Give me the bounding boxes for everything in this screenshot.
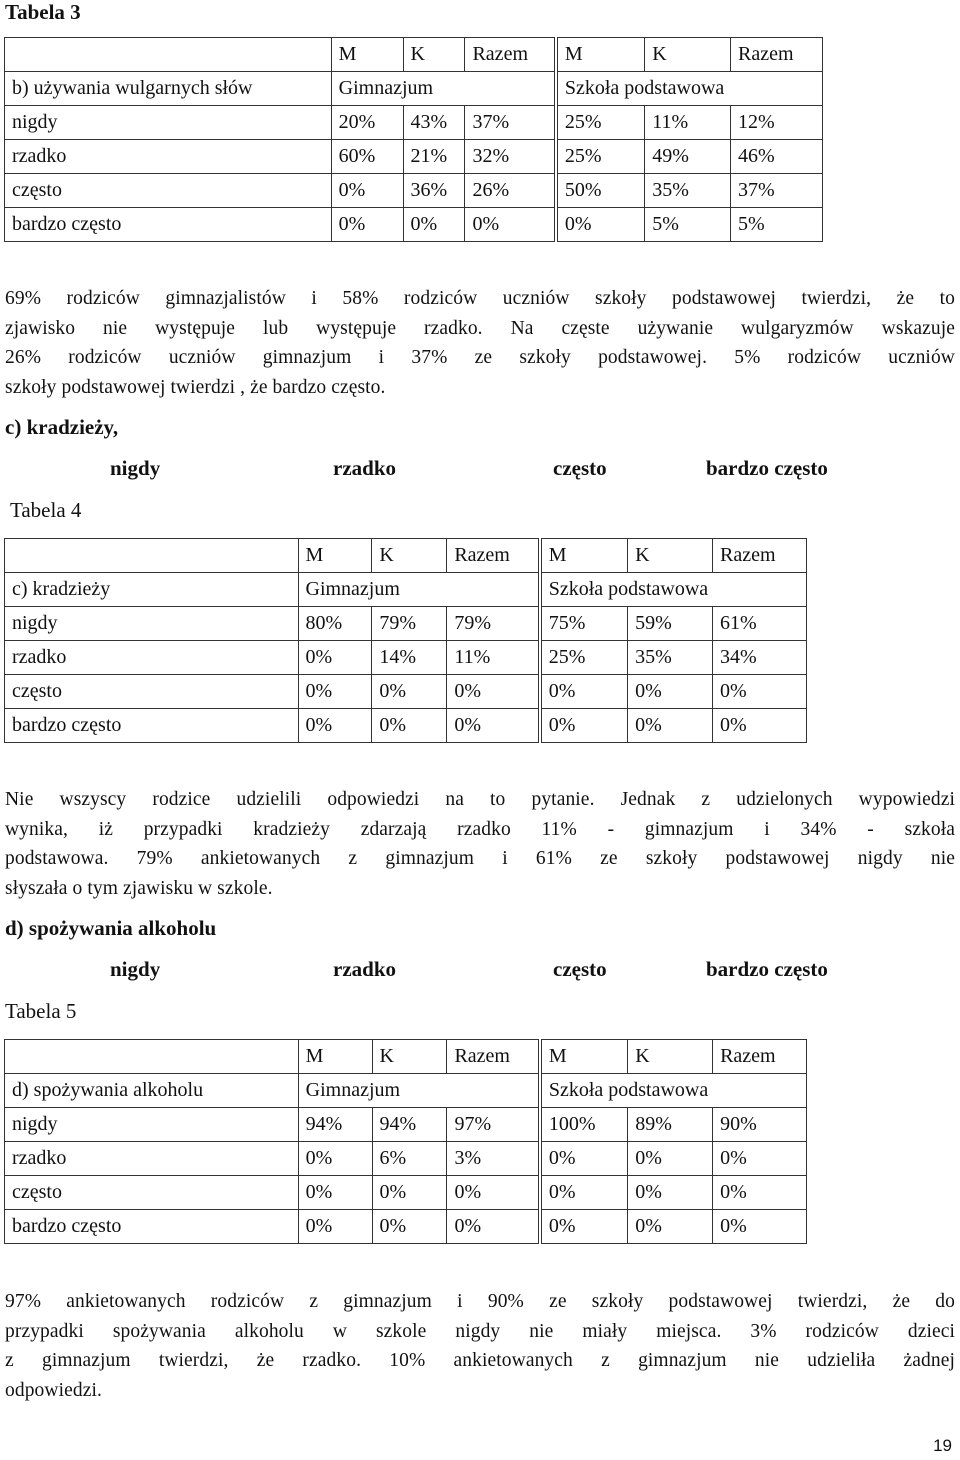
- table-cell: 0%: [628, 1142, 713, 1176]
- table-cell: 35%: [645, 174, 731, 208]
- row-label: bardzo często: [5, 709, 299, 743]
- table-cell: 0%: [298, 675, 372, 709]
- page-number: 19: [933, 1436, 952, 1455]
- table-cell: 11%: [447, 641, 540, 675]
- table-cell: 26%: [465, 174, 556, 208]
- category-label: rzadko: [333, 456, 396, 480]
- table-cell: 36%: [403, 174, 465, 208]
- row-label: często: [5, 675, 299, 709]
- section-d-heading: d) spożywania alkoholu: [5, 916, 217, 940]
- row-label: nigdy: [5, 607, 299, 641]
- header-cell: Razem: [465, 38, 556, 72]
- header-cell: Razem: [713, 539, 807, 573]
- table-cell: 97%: [447, 1108, 540, 1142]
- table-row: [5, 106, 823, 140]
- header-cell: Razem: [447, 539, 540, 573]
- table-cell: 14%: [372, 641, 447, 675]
- table-cell: 0%: [713, 1142, 807, 1176]
- table-row: [5, 1142, 807, 1176]
- header-cell: M: [540, 1040, 628, 1074]
- table-cell: 80%: [298, 607, 372, 641]
- table-cell: 21%: [403, 140, 465, 174]
- header-cell: Razem: [731, 38, 823, 72]
- table-cell: 0%: [298, 1210, 372, 1244]
- table-cell: 0%: [540, 709, 628, 743]
- group-gimnazjum: Gimnazjum: [298, 1074, 540, 1108]
- table-cell: 0%: [713, 675, 807, 709]
- table-row: [5, 607, 807, 641]
- text-line: Nie wszyscy rodzice udzielili odpowiedzi na to pytanie. Jednak z udzielonych wypowiedzi: [5, 789, 955, 810]
- table-cell: 0%: [298, 709, 372, 743]
- table-cell: 61%: [713, 607, 807, 641]
- table-cell: 89%: [628, 1108, 713, 1142]
- text-line: przypadki spożywania alkoholu w szkole nigdy nie miały miejsca. 3% rodziców dzieci: [5, 1320, 955, 1342]
- text-line: 97% ankietowanych rodziców z gimnazjum i 90% ze szkoły podstawowej twierdzi, że do: [5, 1291, 955, 1312]
- table-cell: 0%: [628, 1210, 713, 1244]
- table-row: [5, 140, 823, 174]
- text-line: 69% rodziców gimnazjalistów i 58% rodziców uczniów szkoły podstawowej twierdzi, że to: [5, 288, 955, 309]
- row-label: rzadko: [5, 641, 299, 675]
- table-row: [5, 1210, 807, 1244]
- header-cell: M: [298, 539, 372, 573]
- category-label: często: [553, 957, 607, 981]
- row-label: nigdy: [5, 106, 332, 140]
- header-cell: K: [372, 539, 447, 573]
- table-cell: 0%: [540, 1210, 628, 1244]
- table-cell: 94%: [372, 1108, 447, 1142]
- table-cell: 0%: [628, 675, 713, 709]
- table-row: [5, 641, 807, 675]
- row-label: bardzo często: [5, 1210, 299, 1244]
- row-label: c) kradzieży: [5, 573, 299, 607]
- header-cell: M: [331, 38, 403, 72]
- group-szkola-podstawowa: Szkoła podstawowa: [556, 72, 823, 106]
- row-label: bardzo często: [5, 208, 332, 242]
- row-label: nigdy: [5, 1108, 299, 1142]
- table-cell: 0%: [713, 1210, 807, 1244]
- table-cell: 90%: [713, 1108, 807, 1142]
- table-row: [5, 174, 823, 208]
- table-cell: 37%: [465, 106, 556, 140]
- table-cell: 25%: [556, 106, 645, 140]
- header-cell: K: [403, 38, 465, 72]
- table-cell: 0%: [713, 709, 807, 743]
- group-szkola-podstawowa: Szkoła podstawowa: [540, 573, 807, 607]
- table-cell: 79%: [447, 607, 540, 641]
- table-5-corner: [5, 1040, 299, 1074]
- table-cell: 0%: [540, 675, 628, 709]
- table-cell: 0%: [447, 1176, 540, 1210]
- table-4-label: Tabela 4: [10, 498, 82, 522]
- table-cell: 0%: [540, 1176, 628, 1210]
- category-label: rzadko: [333, 957, 396, 981]
- table-row: [5, 1108, 807, 1142]
- table-cell: 12%: [731, 106, 823, 140]
- text-line: zjawisko nie występuje lub występuje rzadko. Na częste używanie wulgaryzmów wskazuje: [5, 317, 955, 339]
- table-cell: 94%: [298, 1108, 372, 1142]
- row-label: d) spożywania alkoholu: [5, 1074, 299, 1108]
- table-cell: 43%: [403, 106, 465, 140]
- table-cell: 11%: [645, 106, 731, 140]
- table-cell: 0%: [540, 1142, 628, 1176]
- table-cell: 0%: [713, 1176, 807, 1210]
- paragraph-3: [5, 1287, 955, 1405]
- category-row: [0, 456, 960, 486]
- header-cell: K: [372, 1040, 447, 1074]
- text-line: odpowiedzi.: [5, 1379, 102, 1401]
- category-row: [0, 957, 960, 987]
- table-cell: 5%: [731, 208, 823, 242]
- table-cell: 59%: [628, 607, 713, 641]
- table-4: [4, 538, 807, 743]
- header-cell: M: [556, 38, 645, 72]
- table-cell: 34%: [713, 641, 807, 675]
- group-gimnazjum: Gimnazjum: [331, 72, 556, 106]
- row-label: często: [5, 174, 332, 208]
- paragraph-1: [5, 284, 955, 402]
- category-label: bardzo często: [706, 456, 828, 480]
- table-cell: 37%: [731, 174, 823, 208]
- row-label: rzadko: [5, 1142, 299, 1176]
- paragraph-2: [5, 785, 955, 903]
- table-cell: 3%: [447, 1142, 540, 1176]
- table-cell: 25%: [556, 140, 645, 174]
- table-cell: 0%: [372, 675, 447, 709]
- table-3-corner: [5, 38, 332, 72]
- table-cell: 32%: [465, 140, 556, 174]
- table-cell: 25%: [540, 641, 628, 675]
- table-cell: 5%: [645, 208, 731, 242]
- table-cell: 0%: [372, 1210, 447, 1244]
- text-line: 26% rodziców uczniów gimnazjum i 37% ze szkoły podstawowej. 5% rodziców uczniów: [5, 347, 955, 368]
- table-cell: 60%: [331, 140, 403, 174]
- table-cell: 0%: [298, 1142, 372, 1176]
- table-cell: 75%: [540, 607, 628, 641]
- table-4-corner: [5, 539, 299, 573]
- header-cell: Razem: [713, 1040, 807, 1074]
- row-label: b) używania wulgarnych słów: [5, 72, 332, 106]
- table-cell: 100%: [540, 1108, 628, 1142]
- text-line: słyszała o tym zjawisku w szkole.: [5, 877, 273, 899]
- table-cell: 0%: [403, 208, 465, 242]
- table-3-title: Tabela 3: [5, 0, 81, 24]
- group-szkola-podstawowa: Szkoła podstawowa: [540, 1074, 807, 1108]
- table-cell: 0%: [447, 1210, 540, 1244]
- header-cell: M: [298, 1040, 372, 1074]
- row-label: często: [5, 1176, 299, 1210]
- table-cell: 46%: [731, 140, 823, 174]
- category-label: często: [553, 456, 607, 480]
- table-row: [5, 675, 807, 709]
- header-cell: M: [540, 539, 628, 573]
- table-cell: 0%: [372, 709, 447, 743]
- table-cell: 0%: [556, 208, 645, 242]
- table-cell: 49%: [645, 140, 731, 174]
- row-label: rzadko: [5, 140, 332, 174]
- table-cell: 0%: [331, 208, 403, 242]
- table-5-label: Tabela 5: [5, 999, 77, 1023]
- table-cell: 0%: [331, 174, 403, 208]
- table-row: [5, 709, 807, 743]
- header-cell: K: [645, 38, 731, 72]
- table-row: [5, 1176, 807, 1210]
- text-line: podstawowa. 79% ankietowanych z gimnazjum i 61% ze szkoły podstawowej nigdy nie: [5, 848, 955, 869]
- table-cell: 0%: [298, 641, 372, 675]
- table-5: [4, 1039, 807, 1244]
- table-row: [5, 208, 823, 242]
- table-cell: 0%: [447, 675, 540, 709]
- header-cell: K: [628, 539, 713, 573]
- table-cell: 0%: [298, 1176, 372, 1210]
- table-cell: 20%: [331, 106, 403, 140]
- table-cell: 0%: [372, 1176, 447, 1210]
- table-cell: 0%: [447, 709, 540, 743]
- text-line: z gimnazjum twierdzi, że rzadko. 10% ankietowanych z gimnazjum nie udzieliła żadnej: [5, 1350, 955, 1371]
- header-cell: Razem: [447, 1040, 540, 1074]
- table-3: [4, 37, 823, 242]
- group-gimnazjum: Gimnazjum: [298, 573, 540, 607]
- text-line: wynika, iż przypadki kradzieży zdarzają rzadko 11% - gimnazjum i 34% - szkoła: [5, 818, 955, 840]
- category-label: bardzo często: [706, 957, 828, 981]
- table-cell: 0%: [628, 1176, 713, 1210]
- header-cell: K: [628, 1040, 713, 1074]
- table-cell: 35%: [628, 641, 713, 675]
- table-cell: 79%: [372, 607, 447, 641]
- table-cell: 0%: [628, 709, 713, 743]
- table-cell: 50%: [556, 174, 645, 208]
- category-label: nigdy: [110, 456, 161, 480]
- text-line: szkoły podstawowej twierdzi , że bardzo często.: [5, 376, 386, 398]
- table-cell: 6%: [372, 1142, 447, 1176]
- category-label: nigdy: [110, 957, 161, 981]
- section-c-heading: c) kradzieży,: [5, 415, 119, 439]
- table-cell: 0%: [465, 208, 556, 242]
